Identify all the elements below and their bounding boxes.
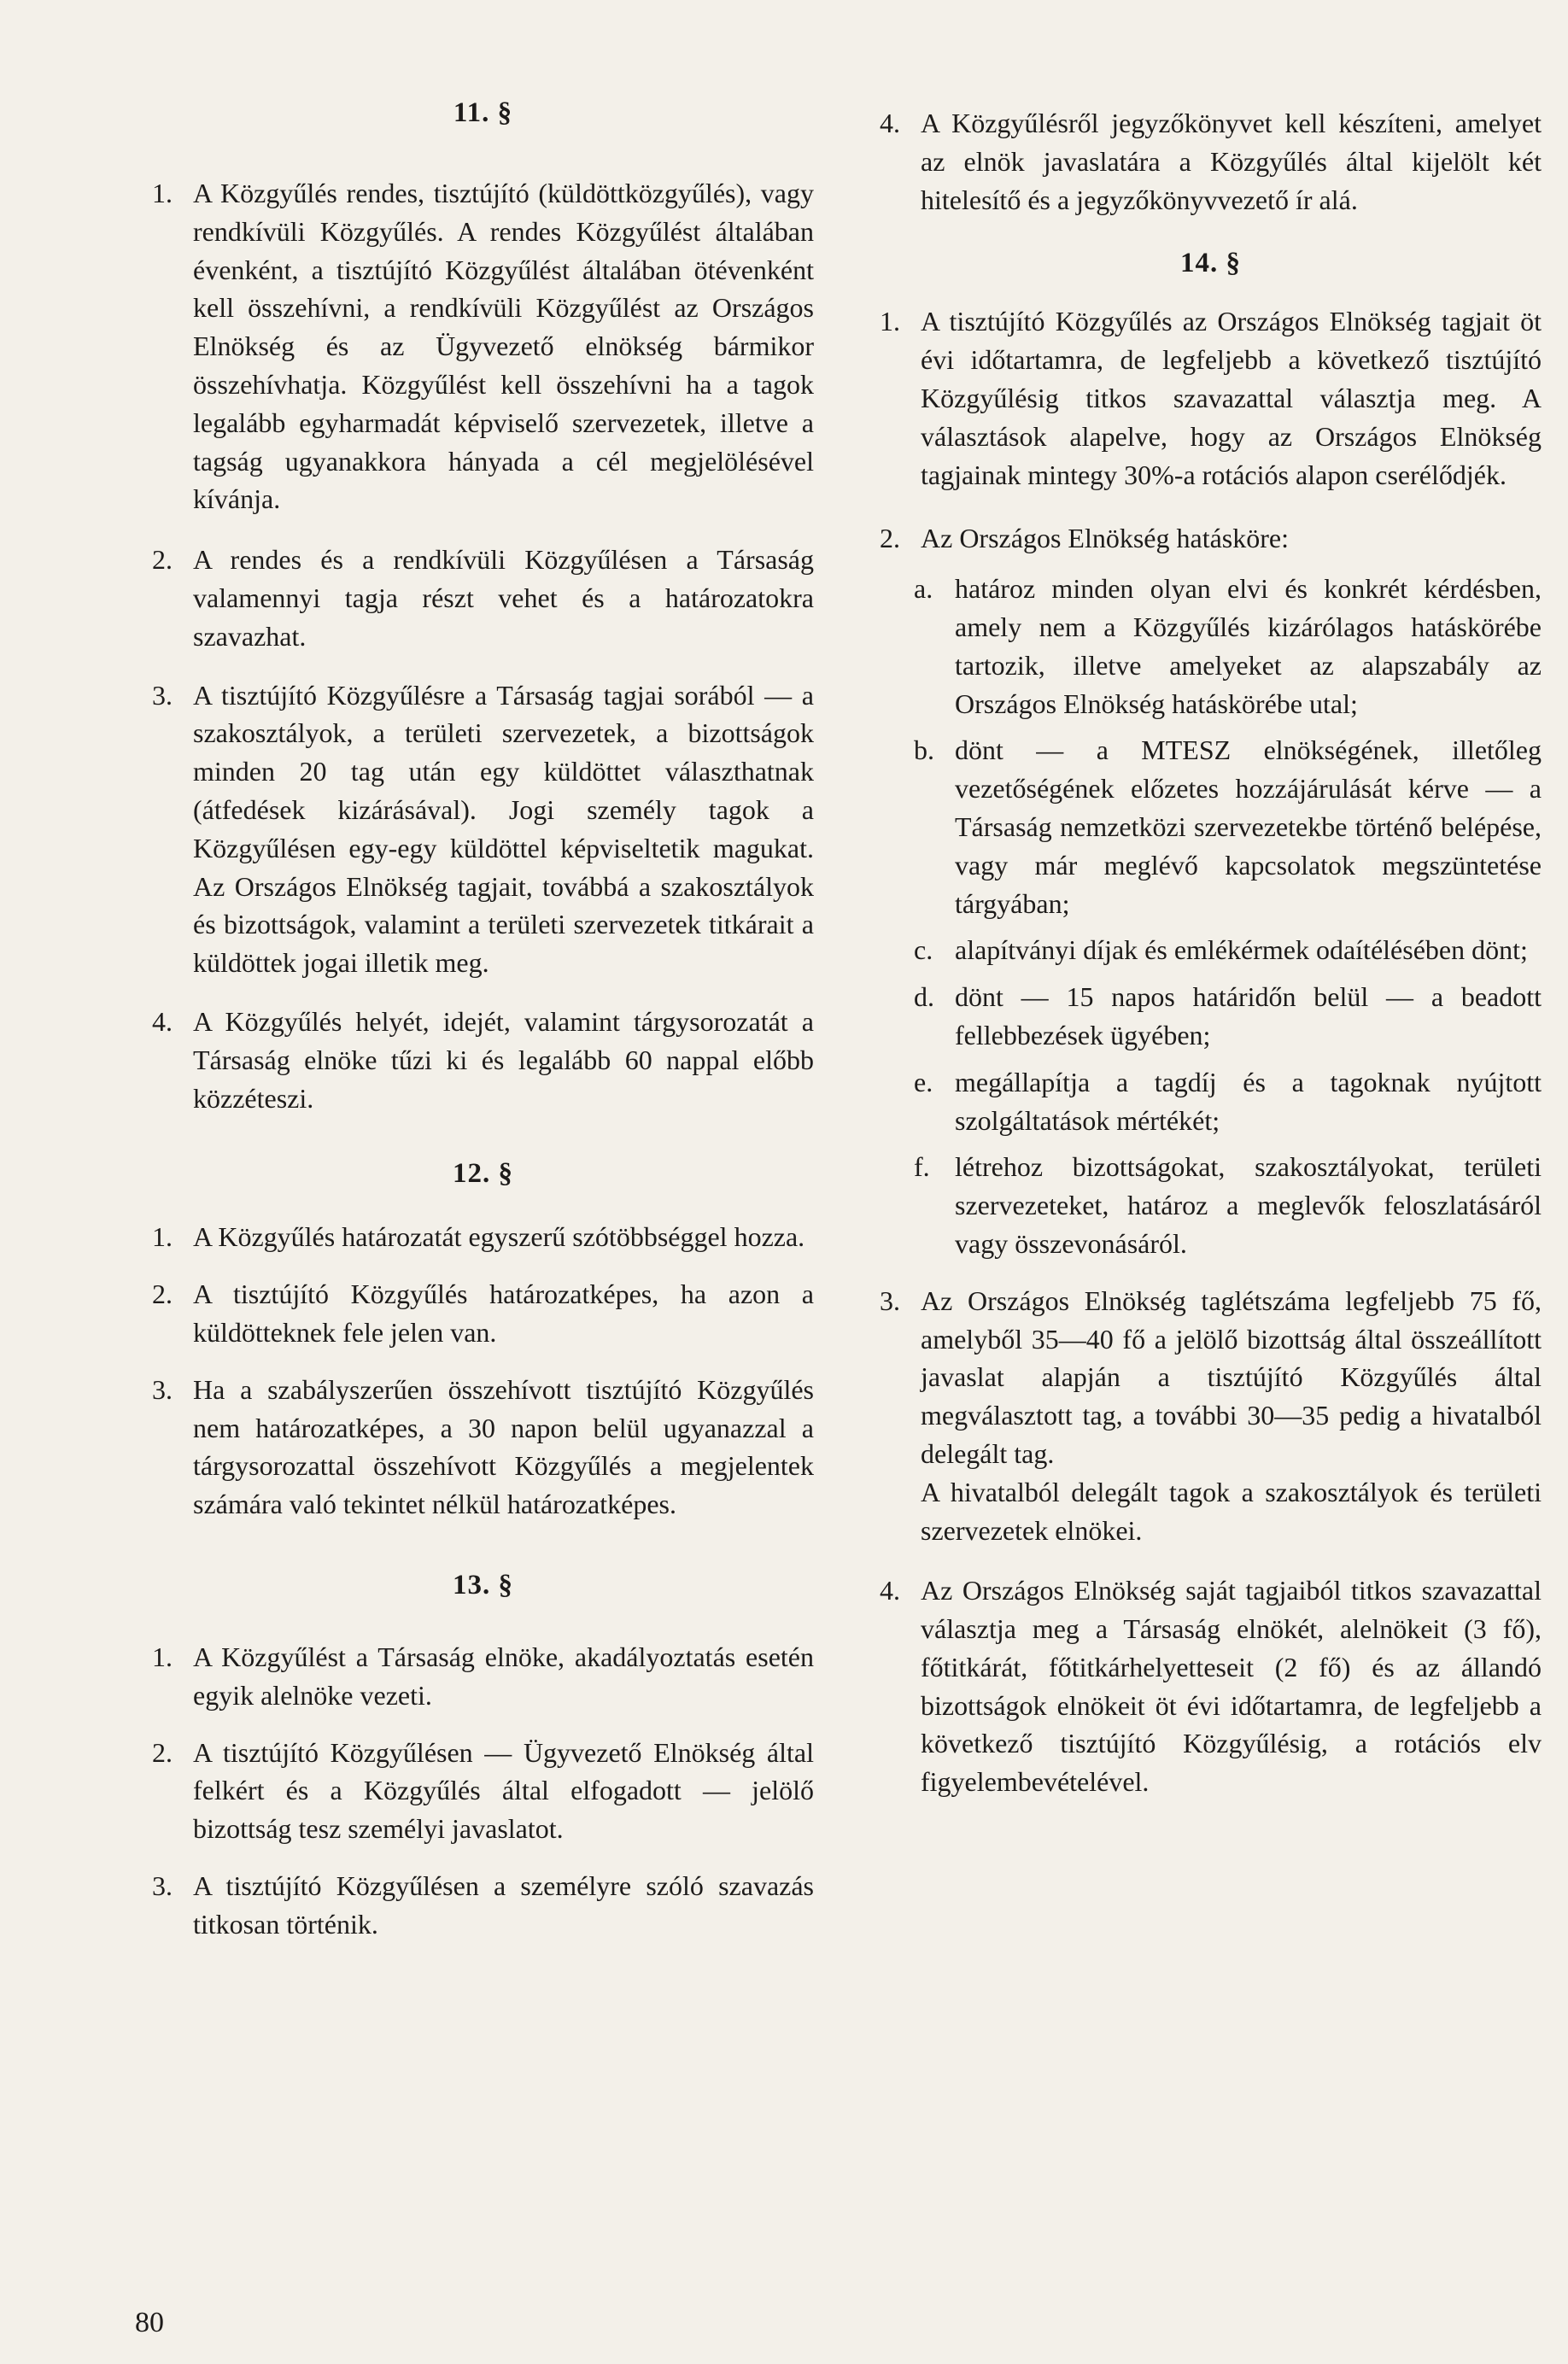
subitem-b xyxy=(880,731,1542,922)
section-11-item-4 xyxy=(152,1003,814,1117)
item-text: Az Országos Elnökség saját tagjaiból titkos szavazattal választja meg a Társaság elnökét, alelnökeit (3 fő), főtitkárát, főtitkárhelyetteseit (2 fő) és az állandó bizottságok elnökeit öt évi időtartamra, de legfeljebb a következő tisztújító Közgyűlésig, a rotációs elv figyelembevételével. xyxy=(921,1575,1542,1798)
subitem-text: alapítványi díjak és emlékérmek odaítélésében dönt; xyxy=(955,934,1528,966)
subitem-d xyxy=(880,978,1542,1055)
section-12-item-2 xyxy=(152,1275,814,1352)
subitem-c xyxy=(880,931,1542,969)
item-number: 4. xyxy=(880,108,900,138)
item-text-continued: A hivatalból delegált tagok a szakosztályok és területi szervezetek elnökei. xyxy=(921,1476,1542,1546)
right-column xyxy=(880,104,1542,1801)
item-number: 1. xyxy=(152,1641,173,1672)
item-number: 4. xyxy=(152,1005,173,1037)
section-11-item-4-continued xyxy=(880,104,1542,219)
section-14-item-2 xyxy=(880,519,1542,558)
item-number: 1. xyxy=(152,178,173,208)
item-text: A Közgyűlés helyét, idejét, valamint tárgysorozatát a Társaság elnöke tűzi ki és legalább 60 nappal előbb közzéteszi. xyxy=(193,1005,814,1114)
subitem-letter: e. xyxy=(914,1066,933,1097)
item-number: 3. xyxy=(880,1284,900,1316)
section-12-item-1 xyxy=(152,1218,814,1256)
section-14-item-1 xyxy=(880,302,1542,494)
subitem-text: dönt — 15 napos határidőn belül — a beadott fellebbezések ügyében; xyxy=(955,981,1542,1050)
section-14-heading: 14. § xyxy=(1180,248,1241,279)
item-number: 2. xyxy=(152,1279,173,1310)
item-number: 2. xyxy=(152,1736,173,1768)
item-text: A tisztújító Közgyűlés az Országos Elnökség tagjait öt évi időtartamra, de legfeljebb a következő tisztújító Közgyűlésig titkos szavazattal választja meg. A választások alapelve, hogy az Országos Elnökség tagjainak mintegy 30%-a rotációs alapon cserélődjék. xyxy=(921,306,1542,490)
section-12-item-3 xyxy=(152,1371,814,1524)
item-text: A Közgyűlést a Társaság elnöke, akadályoztatás esetén egyik alelnöke vezeti. xyxy=(193,1641,814,1711)
subitem-a xyxy=(880,570,1542,723)
section-14-item-3 xyxy=(880,1282,1542,1550)
item-number: 4. xyxy=(880,1575,900,1606)
item-text: A Közgyűlés határozatát egyszerű szótöbbséggel hozza. xyxy=(193,1221,805,1253)
item-number: 3. xyxy=(152,679,173,711)
item-text: A tisztújító Közgyűlésen — Ügyvezető Elnökség által felkért és a Közgyűlés által elfogadott — jelölő bizottság tesz személyi javaslatot. xyxy=(193,1736,814,1845)
left-column xyxy=(152,94,814,1943)
subitem-letter: f. xyxy=(914,1151,930,1183)
item-text: Az Országos Elnökség taglétszáma legfeljebb 75 fő, amelyből 35—40 fő a jelölő bizottság által összeállított javaslat alapján a tisztújító Közgyűlés által megválasztott tag, a további 30—35 pedig a hivatalból delegált tag. xyxy=(921,1284,1542,1469)
subitem-text: megállapítja a tagdíj és a tagoknak nyújtott szolgáltatások mértékét; xyxy=(955,1066,1542,1136)
section-11-item-1 xyxy=(152,174,814,518)
item-number: 3. xyxy=(152,1373,173,1405)
subitem-e xyxy=(880,1063,1542,1140)
item-text: A tisztújító Közgyűlésen a személyre szóló szavazás titkosan történik. xyxy=(193,1870,814,1940)
item-text: A Közgyűlés rendes, tisztújító (küldöttközgyűlés), vagy rendkívüli Közgyűlés. A rendes Közgyűlést általában évenként, a tisztújító Közgyűlést általában ötévenként kell összehívni, a rendkívüli Közgyűlést az Országos Elnökség és az Ügyvezető elnökség bármikor összehívhatja. Közgyűlést kell összehívni ha a tagok legalább egyharmadát képviselő szervezetek, illetve a tagság ugyanakkora hányada a cél megjelölésével kívánja. xyxy=(193,178,814,515)
item-text: A tisztújító Közgyűlésre a Társaság tagjai sorából — a szakosztályok, a területi szervezetek, a bizottságok minden 20 tag után egy küldöttet választhatnak (átfedések kizárásával). Jogi személy tagok a Közgyűlésen egy-egy küldöttel képviseltetik magukat. Az Országos Elnökség tagjait, továbbá a szakosztályok és bizottságok, valamint a területi szervezetek titkárait a küldöttek jogai illetik meg. xyxy=(193,679,814,979)
item-text: Ha a szabályszerűen összehívott tisztújító Közgyűlés nem határozatképes, a 30 napon belül ugyanazzal a tárgysorozattal összehívott Közgyűlés a megjelentek számára való tekintet nélkül határozatképes. xyxy=(193,1373,814,1520)
section-14-item-4 xyxy=(880,1571,1542,1801)
subitem-letter: c. xyxy=(914,934,933,966)
item-text: A Közgyűlésről jegyzőkönyvet kell készíteni, amelyet az elnök javaslatára a Közgyűlés által kijelölt két hitelesítő és a jegyzőkönyvvezető ír alá. xyxy=(921,108,1542,215)
item-text: A tisztújító Közgyűlés határozatképes, ha azon a küldötteknek fele jelen van. xyxy=(193,1279,814,1348)
subitem-letter: a. xyxy=(914,573,933,605)
section-11-item-3 xyxy=(152,676,814,982)
subitem-text: létrehoz bizottságokat, szakosztályokat, területi szervezeteket, határoz a meglevők feloszlatásáról vagy összevonásáról. xyxy=(955,1151,1542,1259)
item-text: Az Országos Elnökség hatásköre: xyxy=(921,523,1289,554)
section-13-item-1 xyxy=(152,1638,814,1715)
subitem-f xyxy=(880,1148,1542,1262)
subitem-text: határoz minden olyan elvi és konkrét kérdésben, amely nem a Közgyűlés kizárólagos hatáskörébe tartozik, illetve amelyeket az alapszabály az Országos Elnökség hatáskörébe utal; xyxy=(955,573,1542,719)
item-text: A rendes és a rendkívüli Közgyűlésen a Társaság valamennyi tagja részt vehet és a határozatokra szavazhat. xyxy=(193,544,814,652)
section-11-heading: 11. § xyxy=(453,97,513,128)
item-number: 1. xyxy=(152,1221,173,1253)
section-12-heading: 12. § xyxy=(453,1158,513,1190)
subitem-letter: d. xyxy=(914,981,934,1013)
item-number: 1. xyxy=(880,306,900,337)
subitem-letter: b. xyxy=(914,734,934,766)
section-13-heading: 13. § xyxy=(453,1569,513,1600)
section-11-item-2 xyxy=(152,541,814,655)
subitem-text: dönt — a MTESZ elnökségének, illetőleg vezetőségének előzetes hozzájárulását kérve — a Társaság nemzetközi szervezetekbe történő belépése, vagy már meglévő kapcsolatok megszüntetése tárgyában; xyxy=(955,734,1542,919)
section-13-item-3 xyxy=(152,1867,814,1944)
page-number: 80 xyxy=(135,2307,164,2338)
item-number: 2. xyxy=(152,544,173,576)
section-13-item-2 xyxy=(152,1734,814,1848)
item-number: 2. xyxy=(880,523,900,554)
item-number: 3. xyxy=(152,1870,173,1901)
